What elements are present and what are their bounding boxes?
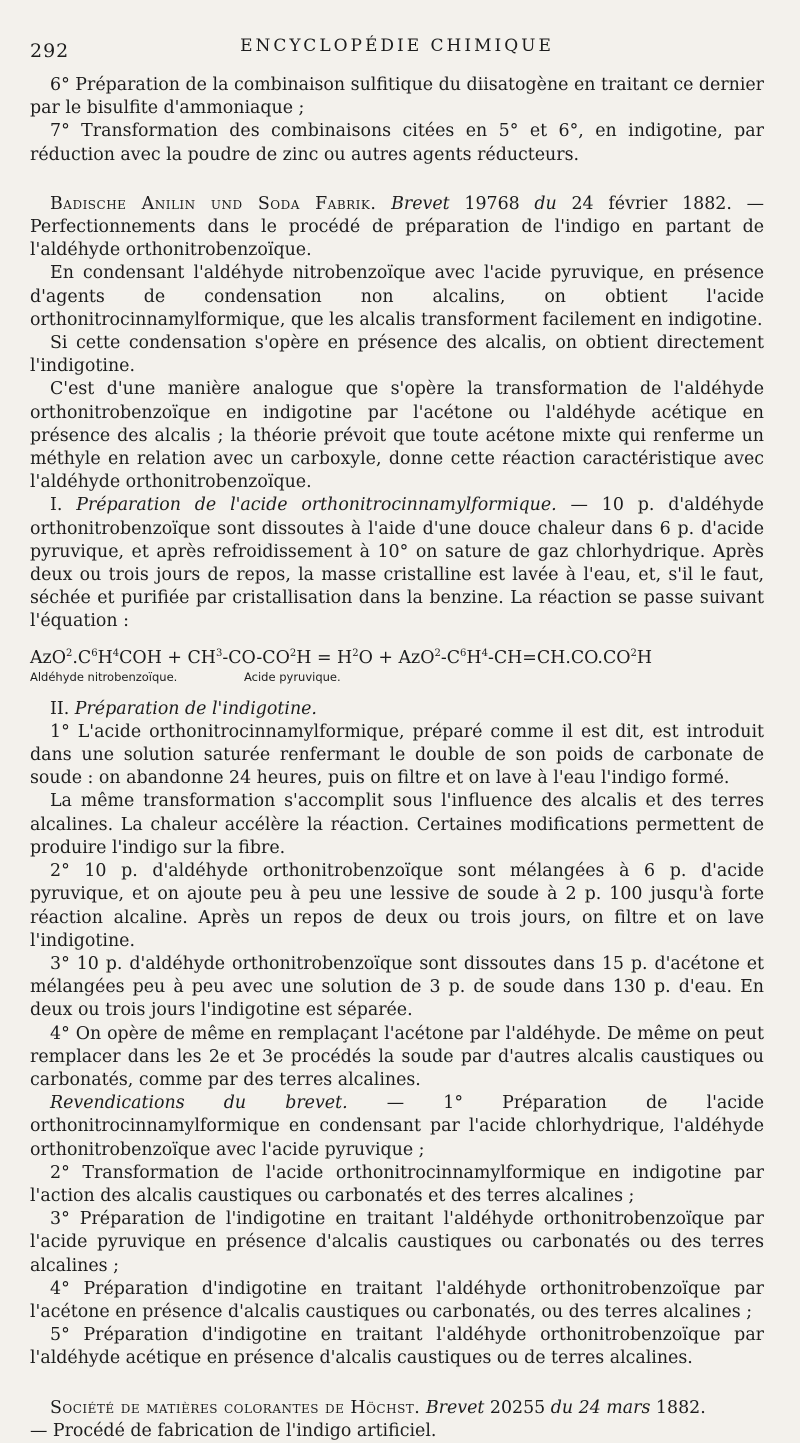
eq-sup: 3 xyxy=(215,647,223,659)
claims-text: — 1° Préparation de l'acide orthonitrocinnamylformique en condensant par l'acide chlorhydrique, l'aldéhyde orthonitrobenzoïque avec l'acide pyruvique ; xyxy=(30,1093,764,1160)
section-title: Préparation de l'acide orthonitrocinnamylformique. xyxy=(76,495,557,516)
page-header xyxy=(30,32,764,64)
eq-sup: 2 xyxy=(434,647,441,659)
paragraph: 3° 10 p. d'aldéhyde orthonitrobenzoïque sont dissoutes dans 15 p. d'acétone et mélangées peu à peu avec une solution de 3 p. de soude dans 130 p. d'eau. En deux ou trois jours l'indigotine est séparée. xyxy=(30,953,764,1021)
paragraph: 4° Préparation d'indigotine en traitant l'aldéhyde orthonitrobenzoïque par l'acétone en présence d'alcalis caustiques ou carbonatés, ou des terres alcalines ; xyxy=(30,1278,764,1322)
eq-sup: 4 xyxy=(481,647,488,659)
equation-labels xyxy=(30,668,764,686)
eq-part: -C xyxy=(440,647,461,668)
patent-label: Brevet xyxy=(425,1397,485,1418)
claims-title: Revendications du brevet. xyxy=(50,1093,348,1114)
chemical-equation xyxy=(30,648,764,698)
body-text xyxy=(30,74,764,1443)
eq-sup: 6 xyxy=(460,647,467,659)
company-name: Société de matières colorantes de Höchst. xyxy=(50,1397,421,1418)
eq-sup: 2 xyxy=(630,647,637,659)
patent-du: du xyxy=(534,193,557,214)
paragraph: 1° L'acide orthonitrocinnamylformique, préparé comme il est dit, est introduit dans une solution saturée renfermant le double de son poids de carbonate de soude : on abandonne 24 heures, puis on filtre et on lave à l'eau l'indigo formé. xyxy=(30,721,764,789)
paragraph: Si cette condensation s'opère en présence des alcalis, on obtient directement l'indigotine. xyxy=(30,333,764,377)
running-title: ENCYCLOPÉDIE CHIMIQUE xyxy=(240,36,554,56)
eq-sup: 2 xyxy=(352,647,359,659)
patent-heading xyxy=(30,1397,764,1420)
equation-label-aldehyde: Aldéhyde nitrobenzoïque. xyxy=(30,669,178,684)
patent-number: 20255 xyxy=(484,1397,551,1418)
eq-part: H = H xyxy=(296,647,353,668)
patent-heading xyxy=(30,193,764,263)
section-label: II. xyxy=(50,698,75,719)
paragraph: La même transformation s'accomplit sous l'influence des alcalis et des terres alcalines. La chaleur accélère la réaction. Certaines modifications permettent de produire l'indigo sur la fibre. xyxy=(30,791,764,858)
eq-part: COH + CH xyxy=(119,647,216,668)
page-number: 292 xyxy=(30,40,70,62)
patent-date: 24 février 1882. — Perfectionnements dans le procédé de préparation de l'indigo en partant de l'aldéhyde orthonitrobenzoïque. xyxy=(30,193,764,261)
eq-part: H xyxy=(97,647,113,668)
patent-label: Brevet xyxy=(391,193,450,214)
section-2 xyxy=(30,698,764,721)
paragraph: 2° 10 p. d'aldéhyde orthonitrobenzoïque sont mélangées à 6 p. d'acide pyruvique, et on ajoute peu à peu une lessive de soude à 2 p. 100 jusqu'à forte réaction alcaline. Après un repos de deux ou trois jours, on filtre et on lave l'indigotine. xyxy=(30,861,764,951)
section-text: — 10 p. d'aldéhyde orthonitrobenzoïque sont dissoutes à l'aide d'une douce chaleur dans 6 p. d'acide pyruvique, et après refroidissement à 10° on sature de gaz chlorhydrique. Après deux ou trois jours de repos, la masse cristalline est lavée à l'eau, et, s'il le faut, séchée et purifiée par cristallisation dans la benzine. La réaction se passe suivant l'équation : xyxy=(30,495,764,632)
paragraph: 3° Préparation de l'indigotine en traitant l'aldéhyde orthonitrobenzoïque par l'acide pyruvique en présence d'alcalis caustiques ou carbonatés ou des terres alcalines ; xyxy=(30,1209,764,1276)
patent-number: 19768 xyxy=(449,193,535,214)
paragraph: 4° On opère de même en remplaçant l'acétone par l'aldéhyde. De même on peut remplacer dans les 2e et 3e procédés la soude par d'autres alcalis caustiques ou carbonatés, comme par des terres alcalines. xyxy=(30,1023,764,1090)
eq-sup: 2 xyxy=(289,647,297,659)
claims-paragraph xyxy=(30,1092,764,1162)
paragraph: C'est d'une manière analogue que s'opère la transformation de l'aldéhyde orthonitrobenzoïque en indigotine par l'acétone ou l'aldéhyde acétique en présence des alcalis ; la théorie prévoit que toute acétone mixte qui renferme un méthyle en relation avec un carboxyle, donne cette réaction caractéristique avec l'aldéhyde orthonitrobenzoïque. xyxy=(30,379,764,493)
company-name: Badische Anilin und Soda Fabrik. xyxy=(50,193,377,214)
paragraph: En condensant l'aldéhyde nitrobenzoïque avec l'acide pyruvique, en présence d'agents de condensation non alcalins, on obtient l'acide orthonitrocinnamylformique, que les alcalis transforment facilement en indigotine. xyxy=(30,263,764,330)
eq-part: AzO xyxy=(30,647,66,668)
equation-line xyxy=(30,648,764,668)
section-1 xyxy=(30,494,764,633)
eq-part: O + AzO xyxy=(358,647,435,668)
eq-part: H xyxy=(466,647,482,668)
paragraph: 7° Transformation des combinaisons citées en 5° et 6°, en indigotine, par réduction avec la poudre de zinc ou autres agents réducteurs. xyxy=(30,121,764,165)
section-label: I. xyxy=(50,495,77,516)
eq-part: -CO-CO xyxy=(222,647,290,668)
eq-part: H xyxy=(636,647,653,668)
paragraph: 2° Transformation de l'acide orthonitrocinnamylformique en indigotine par l'action des alcalis caustiques ou carbonatés et des terres alcalines ; xyxy=(30,1162,764,1206)
section-title: Préparation de l'indigotine. xyxy=(74,698,317,719)
eq-part: -CH=CH.CO.CO xyxy=(487,647,631,668)
eq-sup: 6 xyxy=(91,647,98,659)
eq-part: .C xyxy=(72,647,92,668)
equation-label-acid: Acide pyruvique. xyxy=(244,669,341,684)
eq-sup: 4 xyxy=(112,647,120,659)
paragraph: 5° Préparation d'indigotine en traitant l'aldéhyde orthonitrobenzoïque par l'aldéhyde acétique en présence d'alcalis caustiques ou de terres alcalines. xyxy=(30,1325,764,1369)
patent-du: du xyxy=(550,1397,574,1418)
paragraph: — Procédé de fabrication de l'indigo artificiel. xyxy=(30,1420,437,1441)
patent-date: 24 mars xyxy=(573,1397,651,1418)
eq-sup: 2 xyxy=(65,647,73,659)
paragraph: 6° Préparation de la combinaison sulfitique du diisatogène en traitant ce dernier par le bisulfite d'ammoniaque ; xyxy=(30,75,764,119)
patent-year: 1882. xyxy=(650,1397,706,1418)
